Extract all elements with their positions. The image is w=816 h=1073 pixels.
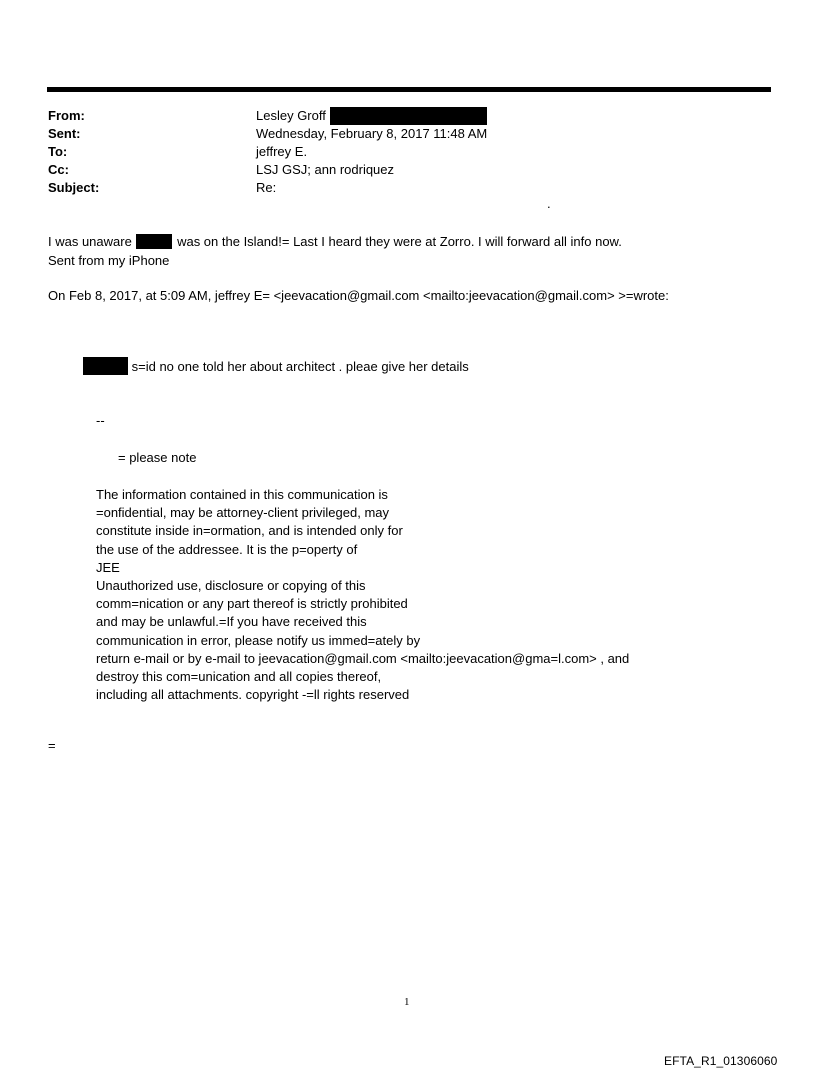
disclaimer-line: constitute inside in=ormation, and is intended only for [96,523,403,539]
disclaimer-block [96,486,629,704]
body-line-1 [48,234,622,249]
from-label: From: [48,108,85,123]
from-value [256,108,487,125]
to-label: To: [48,144,68,159]
disclaimer-line: comm=nication or any part thereof is strictly prohibited [96,596,408,612]
sent-from-line: Sent from my iPhone [48,253,170,268]
subject-label: Subject: [48,180,100,195]
page-number: 1 [404,996,410,1008]
disclaimer-line: the use of the addressee. It is the p=operty of [96,541,358,557]
subject-value: Re: [256,180,277,195]
header-rule [47,87,771,92]
quote-header: On Feb 8, 2017, at 5:09 AM, jeffrey E= <jeevacation@gmail.com <mailto:jeevacation@gmail.com> >=wrote: [48,288,669,303]
disclaimer-line: =onfidential, may be attorney-client privileged, may [96,505,390,521]
redaction-box [136,234,172,249]
quoted-text: s=id no one told her about architect . pleae give her details [131,359,469,374]
disclaimer-line: The information contained in this communication is [96,487,388,502]
disclaimer-line: destroy this com=unication and all copies thereof, [96,669,382,685]
sent-label: Sent: [48,126,81,141]
disclaimer-line: JEE [96,559,120,575]
disclaimer-line: Unauthorized use, disclosure or copying of this [96,578,366,594]
cc-value: LSJ GSJ; ann rodriquez [256,162,395,177]
signature-dashes: -- [96,413,105,428]
disclaimer-line: return e-mail or by e-mail to jeevacation@gmail.com <mailto:jeevacation@gma=l.com> , and [96,650,630,666]
redaction-box [330,107,487,125]
body-text: was on the Island!= Last I heard they were at Zorro. I will forward all info now. [177,234,622,249]
redaction-box [83,357,128,375]
trailing-equals: = [48,738,56,753]
bates-number: EFTA_R1_01306060 [664,1054,778,1068]
to-value: jeffrey E. [256,144,308,159]
disclaimer-line: communication in error, please notify us immed=ately by [96,632,421,648]
sent-value: Wednesday, February 8, 2017 11:48 AM [256,126,488,141]
cc-label: Cc: [48,162,69,177]
from-name: Lesley Groff [256,108,326,123]
disclaimer-line: and may be unlawful.=If you have received this [96,614,367,630]
signature-note: = please note [118,450,197,465]
stray-mark: . [547,196,551,211]
body-text: I was unaware [48,234,132,249]
disclaimer-line: including all attachments. copyright -=ll rights reserved [96,687,410,703]
quoted-line [83,359,469,375]
